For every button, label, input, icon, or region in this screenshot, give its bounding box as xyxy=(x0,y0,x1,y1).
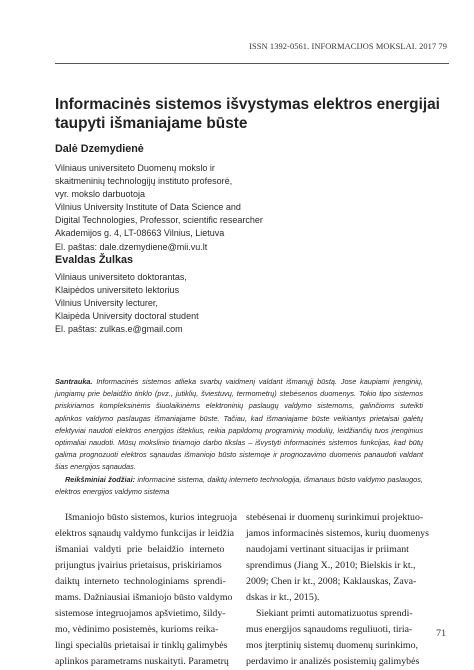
body-line: mus energijos sąnaudoms reguliuoti, tiria- xyxy=(246,624,413,635)
affiliation-line: Vilniaus universiteto doktorantas, xyxy=(55,272,187,282)
body-column-right xyxy=(246,510,434,670)
abstract-block xyxy=(55,376,423,498)
author-name: Evaldas Žulkas xyxy=(55,254,134,266)
title-line: Informacinės sistemos išvystymas elektros energijai xyxy=(55,96,440,113)
body-line: mo, vėdinimo posistemės, kurioms reika- xyxy=(55,624,219,635)
body-line: mams. Dažniausiai išmaniojo būsto valdymo xyxy=(55,592,233,603)
body-line: mos įterptinių sistemų duomenų surinkimo, xyxy=(246,640,418,651)
affiliation-line: skaitmeninių technologijų instituto profesorė, xyxy=(55,176,233,187)
article-title xyxy=(55,95,440,133)
header-rule xyxy=(55,63,449,64)
body-line: perdavimo ir analizės posistemių galimybės xyxy=(246,656,420,667)
affiliation-line: El. paštas: zulkas.e@gmail.com xyxy=(55,324,183,335)
body-line: lingi specialūs prietaisai ir tinklų galimybės xyxy=(55,640,228,651)
body-line: elektros sąnaudų valdymo funkcijas ir leidžia xyxy=(55,528,235,539)
body-line: stebėsenai ir duomenų surinkimui projektuo- xyxy=(246,512,424,523)
author-affiliation xyxy=(55,162,435,254)
affiliation-line: El. paštas: dale.dzemydiene@mii.vu.lt xyxy=(55,241,208,252)
body-line: dskas ir kt., 2015). xyxy=(246,592,320,603)
affiliation-line: Digital Technologies, Professor, scientific researcher xyxy=(55,215,263,226)
body-line: sprendimus (Jiang X., 2010; Bielskis ir kt., xyxy=(246,560,416,571)
abstract-text: Informacinės sistemos atlieka svarbų vaidmenį valdant išmanųjį būstą. Jose kaupiami įrenginių, jungiamų prie belaidžio tinklo (pvz., jutiklių, šviestuvų, termometrų) stebėsenos duomenys. Tokio tipo sistemos priskiriamos kompleksinėms šiuolaikinėms elektroninių paslaugų valdymo sistemoms, galinčioms suteikti aplinkos valdymo paslaugas išmaniajame būste. Tačiau, kad išmaniajame būste veikiantys prietaisai galėtų efektyviai naudoti elektros energijos išteklius, reikia papildomų programinių modulių, leidžiančių tuos įrenginius optimaliai naudoti. Mūsų mokslinio tiriamojo darbo tikslas – išvystyti informacinės sistemos funkcijas, kad būtų galima prognozuoti elektros sąnaudas išmaniojo būsto sistemoje ir prognozavimo duomenis panaudoti valdant šias energijos sąnaudas. xyxy=(55,377,424,472)
affiliation-line: Klaipėdos universiteto lektorius xyxy=(55,285,180,296)
keywords-text: informacinė sistema, daiktų interneto technologija, išmanaus būsto valdymo paslaugos, elektros energijos valdymo sistema xyxy=(55,474,423,496)
body-line: Išmaniojo būsto sistemos, kurios integruoja xyxy=(65,512,237,523)
body-column-left xyxy=(55,510,243,670)
title-line: taupyti išmaniajame būste xyxy=(55,115,248,132)
body-line: daiktų interneto technologiniams sprendi- xyxy=(55,576,226,587)
abstract-label: Santrauka. xyxy=(55,377,93,386)
body-line: prijungtus įvairius prietaisus, priskiriamos xyxy=(55,560,222,571)
abstract-paragraph xyxy=(55,376,423,474)
author-name: Dalė Dzemydienė xyxy=(55,143,144,155)
body-line: išmaniai valdyti prie belaidžio interneto xyxy=(55,544,225,555)
body-line: jamos informacinės sistemos, kurių duomenys naudojami vertinant situacijas ir priimant xyxy=(246,528,429,555)
affiliation-line: vyr. mokslo darbuotoja xyxy=(55,189,146,200)
affiliation-line: Vilnius University Institute of Data Science and xyxy=(55,202,241,213)
running-head: ISSN 1392-0561. INFORMACIJOS MOKSLAI. 2017 79 xyxy=(249,42,447,51)
body-line: aplinkos parametrams nuskaityti. Parametrų xyxy=(55,656,229,667)
keywords-label: Reikšminiai žodžiai: xyxy=(65,474,136,484)
body-line: 2009; Chen ir kt., 2008; Kaklauskas, Zava- xyxy=(246,576,417,587)
affiliation-line: Akademijos g. 4, LT-08663 Vilnius, Lietuva xyxy=(55,228,225,239)
page-number: 71 xyxy=(436,628,446,639)
affiliation-line: Vilnius University lecturer, xyxy=(55,298,158,309)
author-affiliation xyxy=(55,271,435,336)
affiliation-line: Vilniaus universiteto Duomenų mokslo ir xyxy=(55,163,215,173)
affiliation-line: Klaipėda University doctoral student xyxy=(55,311,199,322)
body-line: Siekiant primti automatizuotus sprendi- xyxy=(256,608,413,619)
body-line: sistemose integruojamos apšvietimo, šildy- xyxy=(55,608,226,619)
keywords-paragraph xyxy=(55,474,423,498)
